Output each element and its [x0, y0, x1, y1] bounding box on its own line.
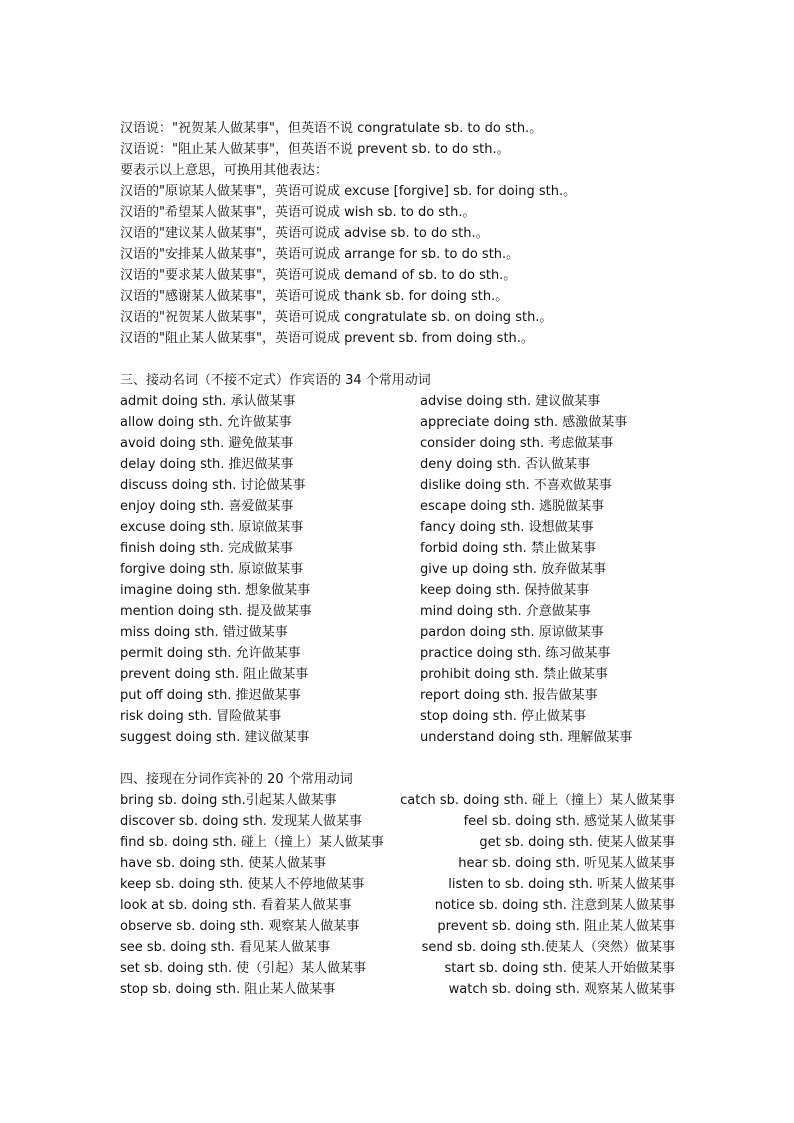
section-4-list [120, 790, 680, 1000]
verb-entry-right: hear sb. doing sth. 听见某人做某事 [458, 856, 675, 871]
intro-section [120, 118, 680, 349]
verb-entry-right: give up doing sth. 放弃做某事 [420, 562, 607, 577]
verb-row [120, 916, 675, 937]
section-4 [120, 769, 680, 1000]
intro-line: 汉语的"阻止某人做某事"，英语可说成 prevent sb. from doing sth.。 [120, 331, 534, 346]
verb-entry-right: advise doing sth. 建议做某事 [420, 394, 601, 409]
verb-row [120, 811, 675, 832]
verb-entry-right: report doing sth. 报告做某事 [420, 688, 598, 703]
intro-line: 汉语的"要求某人做某事"，英语可说成 demand of sb. to do sth.。 [120, 268, 517, 283]
section-3 [120, 370, 680, 748]
verb-entry-left: imagine doing sth. 想象做某事 [120, 583, 311, 598]
verb-entry-left: enjoy doing sth. 喜爱做某事 [120, 499, 294, 514]
verb-entry-right: pardon doing sth. 原谅做某事 [420, 625, 604, 640]
section-3-list [120, 391, 680, 748]
intro-line: 汉语的"原谅某人做某事"，英语可说成 excuse [forgive] sb. for doing sth.。 [120, 184, 577, 199]
verb-entry-left: finish doing sth. 完成做某事 [120, 541, 293, 556]
verb-entry-left: permit doing sth. 允许做某事 [120, 646, 301, 661]
verb-entry-left: prevent doing sth. 阻止做某事 [120, 667, 309, 682]
verb-entry-left: set sb. doing sth. 使（引起）某人做某事 [120, 961, 367, 976]
verb-row [120, 958, 675, 979]
verb-entry-left: delay doing sth. 推迟做某事 [120, 457, 294, 472]
verb-entry-right: get sb. doing sth. 使某人做某事 [479, 835, 675, 850]
intro-line: 汉语的"建议某人做某事"，英语可说成 advise sb. to do sth.。 [120, 226, 489, 241]
intro-line: 汉语说："阻止某人做某事"，但英语不说 prevent sb. to do sth.。 [120, 142, 510, 157]
verb-entry-left: bring sb. doing sth.引起某人做某事 [120, 793, 337, 808]
verb-entry-right: watch sb. doing sth. 观察某人做某事 [448, 982, 675, 997]
verb-row [120, 454, 680, 475]
intro-line: 汉语的"感谢某人做某事"，英语可说成 thank sb. for doing sth.。 [120, 289, 509, 304]
verb-row [120, 412, 680, 433]
verb-row [120, 937, 675, 958]
verb-entry-right: send sb. doing sth.使某人（突然）做某事 [421, 940, 675, 955]
verb-entry-right: feel sb. doing sth. 感觉某人做某事 [463, 814, 675, 829]
verb-row [120, 685, 680, 706]
verb-entry-left: mention doing sth. 提及做某事 [120, 604, 312, 619]
verb-entry-left: risk doing sth. 冒险做某事 [120, 709, 282, 724]
verb-entry-right: dislike doing sth. 不喜欢做某事 [420, 478, 612, 493]
verb-entry-right: prevent sb. doing sth. 阻止某人做某事 [437, 919, 675, 934]
intro-line: 要表示以上意思，可换用其他表达： [120, 163, 329, 178]
verb-row [120, 979, 675, 1000]
section-4-heading: 四、接现在分词作宾补的 20 个常用动词 [120, 772, 353, 787]
verb-entry-left: see sb. doing sth. 看见某人做某事 [120, 940, 331, 955]
verb-entry-right: start sb. doing sth. 使某人开始做某事 [444, 961, 675, 976]
intro-line: 汉语的"安排某人做某事"，英语可说成 arrange for sb. to do sth.。 [120, 247, 520, 262]
intro-line: 汉语说："祝贺某人做某事"，但英语不说 congratulate sb. to do sth.。 [120, 121, 543, 136]
verb-entry-left: excuse doing sth. 原谅做某事 [120, 520, 304, 535]
verb-entry-right: stop doing sth. 停止做某事 [420, 709, 587, 724]
verb-entry-left: admit doing sth. 承认做某事 [120, 394, 296, 409]
verb-entry-left: miss doing sth. 错过做某事 [120, 625, 288, 640]
verb-row [120, 580, 680, 601]
verb-entry-right: escape doing sth. 逃脱做某事 [420, 499, 605, 514]
verb-row [120, 559, 680, 580]
verb-entry-left: observe sb. doing sth. 观察某人做某事 [120, 919, 360, 934]
verb-row [120, 874, 675, 895]
verb-entry-right: practice doing sth. 练习做某事 [420, 646, 611, 661]
intro-line: 汉语的"希望某人做某事"，英语可说成 wish sb. to do sth.。 [120, 205, 476, 220]
section-3-heading: 三、接动名词（不接不定式）作宾语的 34 个常用动词 [120, 373, 431, 388]
verb-entry-right: consider doing sth. 考虑做某事 [420, 436, 614, 451]
verb-entry-left: allow doing sth. 允许做某事 [120, 415, 292, 430]
verb-row [120, 832, 675, 853]
verb-entry-right: understand doing sth. 理解做某事 [420, 730, 633, 745]
verb-entry-left: discuss doing sth. 讨论做某事 [120, 478, 306, 493]
verb-row [120, 538, 680, 559]
verb-entry-left: look at sb. doing sth. 看着某人做某事 [120, 898, 352, 913]
verb-entry-left: have sb. doing sth. 使某人做某事 [120, 856, 327, 871]
verb-entry-left: stop sb. doing sth. 阻止某人做某事 [120, 982, 336, 997]
verb-row [120, 433, 680, 454]
verb-entry-right: prohibit doing sth. 禁止做某事 [420, 667, 609, 682]
verb-entry-left: discover sb. doing sth. 发现某人做某事 [120, 814, 363, 829]
document-page [120, 118, 680, 1000]
verb-entry-right: notice sb. doing sth. 注意到某人做某事 [434, 898, 675, 913]
verb-entry-right: fancy doing sth. 设想做某事 [420, 520, 594, 535]
verb-row [120, 727, 680, 748]
verb-entry-left: avoid doing sth. 避免做某事 [120, 436, 294, 451]
verb-row [120, 853, 675, 874]
verb-row [120, 895, 675, 916]
verb-entry-left: forgive doing sth. 原谅做某事 [120, 562, 304, 577]
verb-entry-right: mind doing sth. 介意做某事 [420, 604, 591, 619]
verb-entry-right: deny doing sth. 否认做某事 [420, 457, 591, 472]
intro-line: 汉语的"祝贺某人做某事"，英语可说成 congratulate sb. on doing sth.。 [120, 310, 553, 325]
spacer [120, 349, 680, 370]
verb-row [120, 706, 680, 727]
verb-entry-left: keep sb. doing sth. 使某人不停地做某事 [120, 877, 365, 892]
verb-row [120, 475, 680, 496]
verb-row [120, 601, 680, 622]
verb-entry-left: find sb. doing sth. 碰上（撞上）某人做某事 [120, 835, 384, 850]
verb-row [120, 664, 680, 685]
verb-row [120, 643, 680, 664]
verb-row [120, 496, 680, 517]
verb-row [120, 517, 680, 538]
verb-entry-right: forbid doing sth. 禁止做某事 [420, 541, 596, 556]
verb-entry-left: suggest doing sth. 建议做某事 [120, 730, 310, 745]
verb-entry-right: appreciate doing sth. 感激做某事 [420, 415, 628, 430]
verb-entry-left: put off doing sth. 推迟做某事 [120, 688, 301, 703]
verb-entry-right: catch sb. doing sth. 碰上（撞上）某人做某事 [400, 793, 675, 808]
verb-row [120, 790, 675, 811]
spacer [120, 748, 680, 769]
verb-entry-right: listen to sb. doing sth. 听某人做某事 [448, 877, 675, 892]
verb-row [120, 622, 680, 643]
verb-entry-right: keep doing sth. 保持做某事 [420, 583, 590, 598]
verb-row [120, 391, 680, 412]
